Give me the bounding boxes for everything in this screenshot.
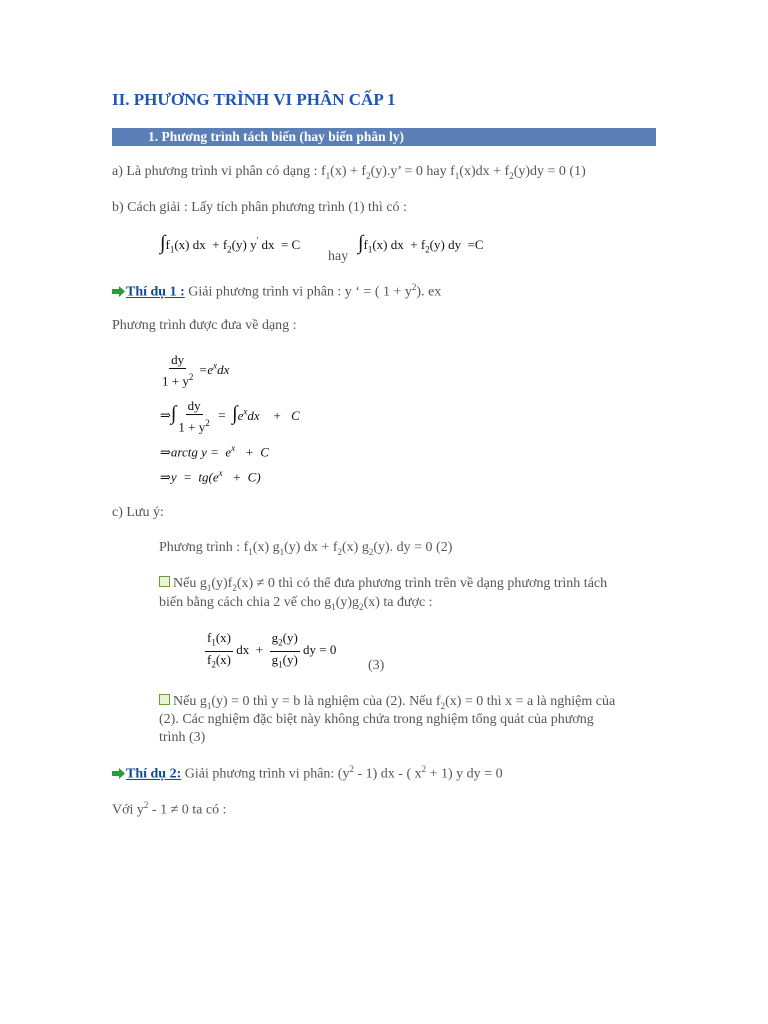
hay-word: hay bbox=[328, 249, 349, 264]
general-equation-text: Phương trình : bbox=[159, 540, 244, 555]
note-1-text-c: biến bằng cách chia 2 vế cho g bbox=[159, 595, 332, 610]
note-1-text-d: ta được : bbox=[379, 595, 433, 610]
eq-number-3: (3) bbox=[368, 658, 385, 673]
derivation-step-1: $\frac{dy}{1 + y^2}$ $=e^xdx$ bbox=[162, 352, 230, 389]
definition-formula: $f_1(x) + f_2(y).y$’ = 0 bbox=[321, 164, 423, 181]
note-heading: c) Lưu ý: bbox=[112, 505, 164, 520]
definition-text: a) Là phương trình vi phân có dạng : bbox=[112, 164, 321, 179]
definition-formula-2: $f_1(x)dx + f_2(y)dy = 0$ bbox=[450, 164, 566, 181]
section-header-bar bbox=[112, 128, 656, 146]
note-1-line-1 bbox=[159, 576, 607, 593]
note-2-text-a: Nếu g bbox=[173, 694, 207, 709]
note-icon bbox=[159, 576, 170, 587]
example-2-line: Thí dụ 2: Giải phương trình vi phân: $(y^2 - 1)$ dx - ( $x^2 + 1$) y dy = 0 bbox=[112, 764, 503, 783]
note-icon bbox=[159, 694, 170, 705]
example-2-colon: : bbox=[176, 766, 182, 782]
page-title: II. PHƯƠNG TRÌNH VI PHÂN CẤP 1 bbox=[112, 90, 396, 109]
example-2-label: Thí dụ 2 bbox=[126, 766, 177, 782]
integral-formula: $\int f_1(x)$ dx + $f_2(y)$ y' dx = C bbox=[160, 232, 301, 255]
definition-line bbox=[112, 164, 586, 181]
example-2-mid: - 1) dx - ( x bbox=[353, 766, 422, 782]
green-arrow-icon bbox=[112, 286, 125, 297]
example-2-text: Giải phương trình vi phân: (y bbox=[181, 766, 350, 782]
note-2-line-1: Nếu $g_1(y) = 0$ thì y = b là nghiệm của (2). Nếu $f_2(x) = 0$ thì x = a là nghiệm của bbox=[159, 694, 615, 711]
note-2-text-c: (x) = 0 thì x = a là nghiệm của bbox=[445, 694, 616, 709]
note-2-line-2: (2). Các nghiệm đặc biệt này không chứa trong nghiệm tổng quát của phương bbox=[159, 712, 594, 727]
separated-equation: $\frac{f_1(x)}{f_2(x)}$ dx + $\frac{g_2(y)}{g_1(y)}$ dy = 0 bbox=[207, 630, 337, 670]
section-header-label: 1. Phương trình tách biến (hay biến phân ly) bbox=[148, 129, 405, 144]
derivation-step-3: ⇒arctg $y = e^x + C$ bbox=[160, 443, 269, 460]
final-text-a: Với y bbox=[112, 802, 144, 818]
general-equation-formula: $f_1(x)$ $g_1(y)$ dx + $f_2(x)$ $g_2(y)$. dy = 0 (2) bbox=[243, 540, 453, 557]
note-1-formula: $_1(y)f_2(x) \ne 0$ bbox=[206, 576, 275, 593]
derivation-step-4: ⇒y = $tg(e^x + C)$ bbox=[160, 468, 261, 485]
note-1-line-2 bbox=[159, 595, 433, 612]
note-1-formula-2: $_1(y)g_2(x)$ bbox=[331, 595, 380, 612]
general-equation-line bbox=[159, 540, 452, 557]
example-1-label: Thí dụ 1 bbox=[126, 284, 177, 300]
example-1-text: Giải phương trình vi phân : y ‘ = ( 1 + y bbox=[184, 284, 412, 300]
final-line: Với $y^2 - 1 \ne 0$ ta có : bbox=[112, 800, 227, 818]
solution-method-line: b) Cách giải : Lấy tích phân phương trình (1) thì có : bbox=[112, 200, 407, 215]
hay-text: hay bbox=[422, 164, 451, 179]
derivation-step-2: ⇒∫ $\frac{dy}{1 + y^2}$ = $\int e^xdx$ + C bbox=[160, 398, 300, 435]
reduce-line: Phương trình được đưa về dạng : bbox=[112, 318, 297, 333]
note-2-line-3: trình (3) bbox=[159, 730, 206, 745]
example-1-colon: : bbox=[176, 284, 185, 300]
integral-formula-2: $\int f_1(x)$ dx + $f_2(y)$ dy =C bbox=[358, 232, 484, 255]
example-1-tail: ). ex bbox=[416, 284, 442, 300]
example-1-line: Thí dụ 1 : Giải phương trình vi phân : y ‘ = ( $1 + y^2$). ex bbox=[112, 282, 441, 301]
example-2-tail: + 1) y dy = 0 bbox=[426, 766, 503, 782]
green-arrow-icon bbox=[112, 768, 125, 779]
eq-number-1: (1) bbox=[565, 164, 586, 179]
note-1-text-b: thì có thể đưa phương trình trên về dạng phương trình tách bbox=[274, 576, 608, 591]
note-1-text-a: Nếu g bbox=[173, 576, 207, 591]
note-2-text-b: (y) = 0 thì y = b là nghiệm của (2). Nếu f bbox=[211, 694, 441, 709]
final-text-b: - 1 ≠ 0 ta có : bbox=[148, 802, 227, 818]
